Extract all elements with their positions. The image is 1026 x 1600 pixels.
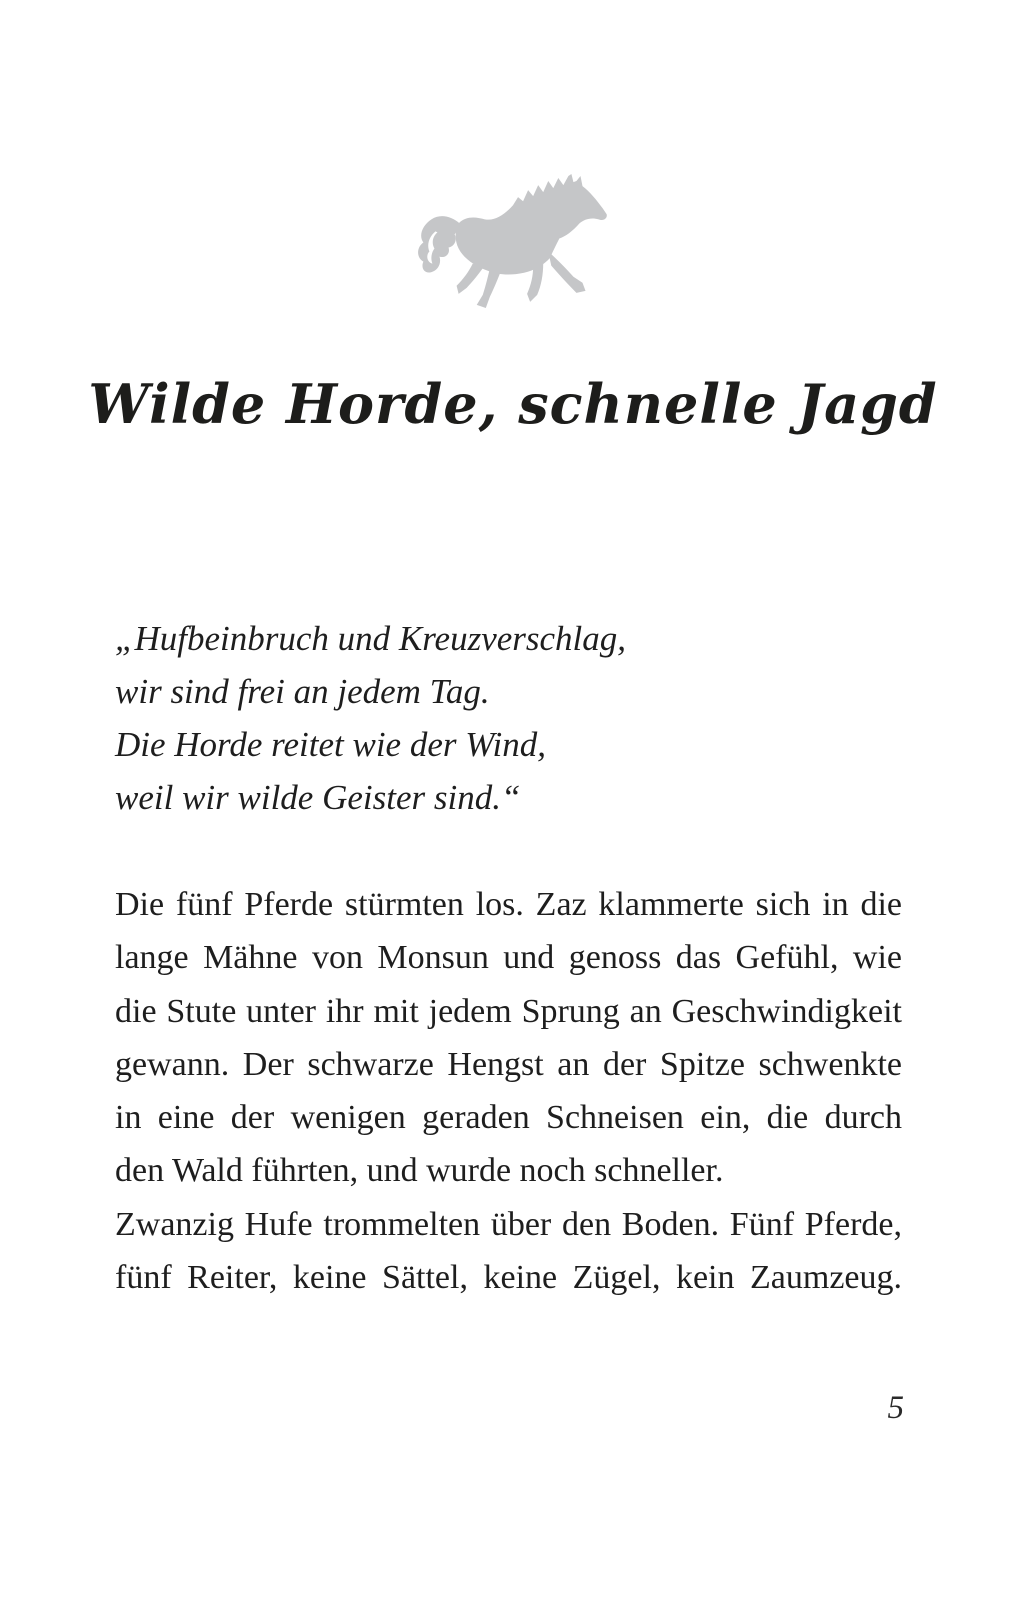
chapter-title: Wilde Horde, schnelle Jagd [88,372,938,436]
body-line: Zwanzig Hufe trommelten über den Boden. Fünf Pferde, [115,1205,902,1243]
horse-illustration [0,173,1026,314]
body-line: fünf Reiter, keine Sättel, keine Zügel, kein Zaumzeug. [115,1259,902,1297]
body-line: die Stute unter ihr mit jedem Sprung an Geschwindigkeit [115,992,902,1030]
galloping-horse-icon [413,173,613,314]
horse-front-leg-shape [548,252,585,293]
body-line: Die fünf Pferde stürmten los. Zaz klammerte sich in die [115,886,902,923]
poem-block [115,612,626,824]
horse-tail-shape [418,216,460,272]
horse-hind-leg-shape [477,269,502,308]
page-number: 5 [887,1390,904,1426]
body-line: lange Mähne von Monsun und genoss das Gefühl, wie [115,939,902,977]
poem-line: „Hufbeinbruch und Kreuzverschlag, [115,619,627,658]
poem-line: wir sind frei an jedem Tag. [115,672,490,711]
poem-line: weil wir wilde Geister sind.“ [115,778,521,817]
poem-line: Die Horde reitet wie der Wind, [115,725,546,764]
body-line: den Wald führten, und wurde noch schneller. [115,1152,724,1190]
body-text-block [115,878,902,1304]
horse-hind-leg2-shape [457,264,485,294]
body-line: gewann. Der schwarze Hengst an der Spitze schwenkte [115,1045,902,1083]
horse-body-shape [456,174,607,274]
body-line: in eine der wenigen geraden Schneisen ein, die durch [115,1099,902,1137]
